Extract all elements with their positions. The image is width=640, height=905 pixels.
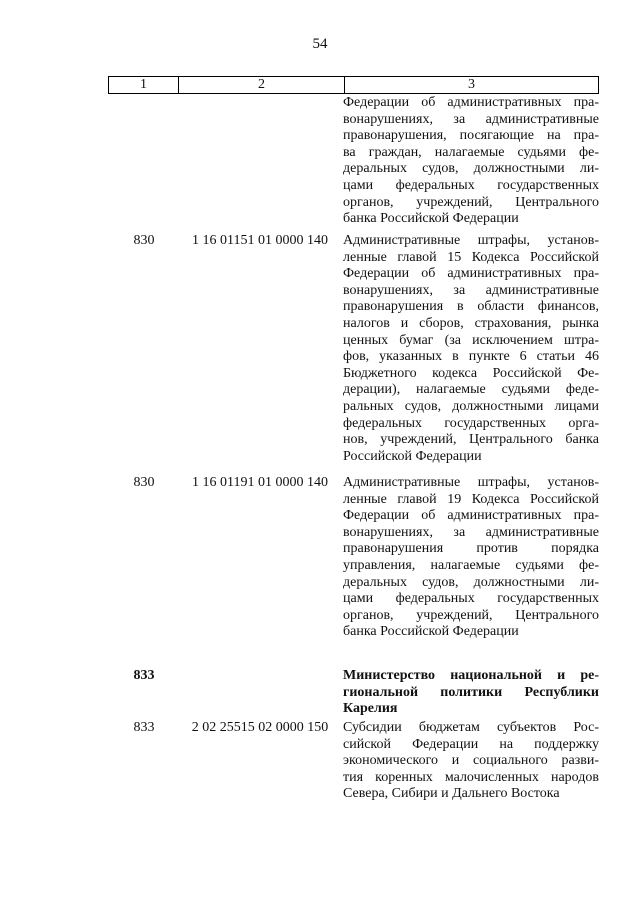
description-line: ленные главой 15 Кодекса Российской bbox=[343, 249, 599, 265]
row-1-kbk-code: 1 16 01151 01 0000 140 bbox=[192, 233, 328, 248]
description-line: правонарушения против порядка bbox=[343, 541, 599, 557]
description-line: органов, учреждений, Центрального bbox=[343, 194, 599, 210]
description-line: Субсидии бюджетам субъектов Рос- bbox=[343, 720, 599, 735]
ministry-line: гиональной политики Республики bbox=[343, 684, 599, 700]
description-line: органов, учреждений, Центрального bbox=[343, 607, 599, 623]
header-col-3: 3 bbox=[468, 77, 475, 92]
row-4-kbk-code: 2 02 25515 02 0000 150 bbox=[191, 720, 329, 735]
description-line: деральных судов, должностными ли- bbox=[343, 574, 599, 590]
description-line: Севера, Сибири и Дальнего Востока bbox=[343, 786, 560, 802]
row-4-description bbox=[343, 720, 599, 803]
description-line: ральных судов, должностными лицами bbox=[343, 398, 599, 414]
description-line: налогов и сборов, страхования, рынка bbox=[343, 315, 599, 331]
row-3-ministry-name bbox=[343, 668, 599, 718]
ministry-line: Карелия bbox=[343, 701, 398, 717]
description-line: дерации), налагаемые судьями феде- bbox=[343, 382, 599, 398]
description-line: цами федеральных государственных bbox=[343, 591, 599, 607]
description-line: федеральных государственных орга- bbox=[343, 415, 599, 431]
page-number: 54 bbox=[312, 36, 328, 52]
description-line: Бюджетного кодекса Российской Фе- bbox=[343, 365, 599, 381]
description-line: экономического и социального разви- bbox=[343, 753, 599, 769]
ministry-line: Министерство национальной и ре- bbox=[343, 668, 599, 683]
description-line: правонарушения, посягающие на пра- bbox=[343, 128, 599, 144]
row-2-kbk-code: 1 16 01191 01 0000 140 bbox=[192, 475, 328, 490]
row-2-admin-code: 830 bbox=[133, 475, 155, 490]
description-line: ленные главой 19 Кодекса Российской bbox=[343, 491, 599, 507]
description-line: Российской Федерации bbox=[343, 448, 482, 464]
description-line: банка Российской Федерации bbox=[343, 211, 519, 227]
description-line: банка Российской Федерации bbox=[343, 624, 519, 640]
header-col-2: 2 bbox=[179, 77, 345, 93]
description-line: цами федеральных государственных bbox=[343, 177, 599, 193]
description-line: фов, указанных в пункте 6 статьи 46 bbox=[343, 349, 599, 365]
description-line: ценных бумаг (за исключением штра- bbox=[343, 332, 599, 348]
description-line: вонарушениях, за административные bbox=[343, 282, 599, 298]
description-line: ва граждан, налагаемые судьями фе- bbox=[343, 144, 599, 160]
row-1-admin-code: 830 bbox=[133, 233, 155, 248]
header-col-1: 1 bbox=[109, 77, 179, 93]
row-0-description bbox=[343, 95, 599, 228]
description-line: Федерации об административных пра- bbox=[343, 508, 599, 524]
table-header bbox=[108, 76, 599, 94]
description-line: Федерации об административных пра- bbox=[343, 95, 599, 110]
description-line: сийской Федерации на поддержку bbox=[343, 736, 599, 752]
row-2-description bbox=[343, 475, 599, 641]
description-line: тия коренных малочисленных народов bbox=[343, 769, 599, 785]
row-1-description bbox=[343, 233, 599, 465]
description-line: Административные штрафы, установ- bbox=[343, 233, 599, 248]
row-4-admin-code: 833 bbox=[133, 720, 155, 735]
description-line: вонарушениях, за административные bbox=[343, 524, 599, 540]
description-line: вонарушениях, за административные bbox=[343, 111, 599, 127]
description-line: Федерации об административных пра- bbox=[343, 266, 599, 282]
description-line: деральных судов, должностными ли- bbox=[343, 161, 599, 177]
description-line: правонарушения в области финансов, bbox=[343, 299, 599, 315]
description-line: управления, налагаемые судьями фе- bbox=[343, 557, 599, 573]
row-3-admin-code: 833 bbox=[133, 668, 155, 683]
description-line: Административные штрафы, установ- bbox=[343, 475, 599, 490]
description-line: нов, учреждений, Центрального банка bbox=[343, 432, 599, 448]
